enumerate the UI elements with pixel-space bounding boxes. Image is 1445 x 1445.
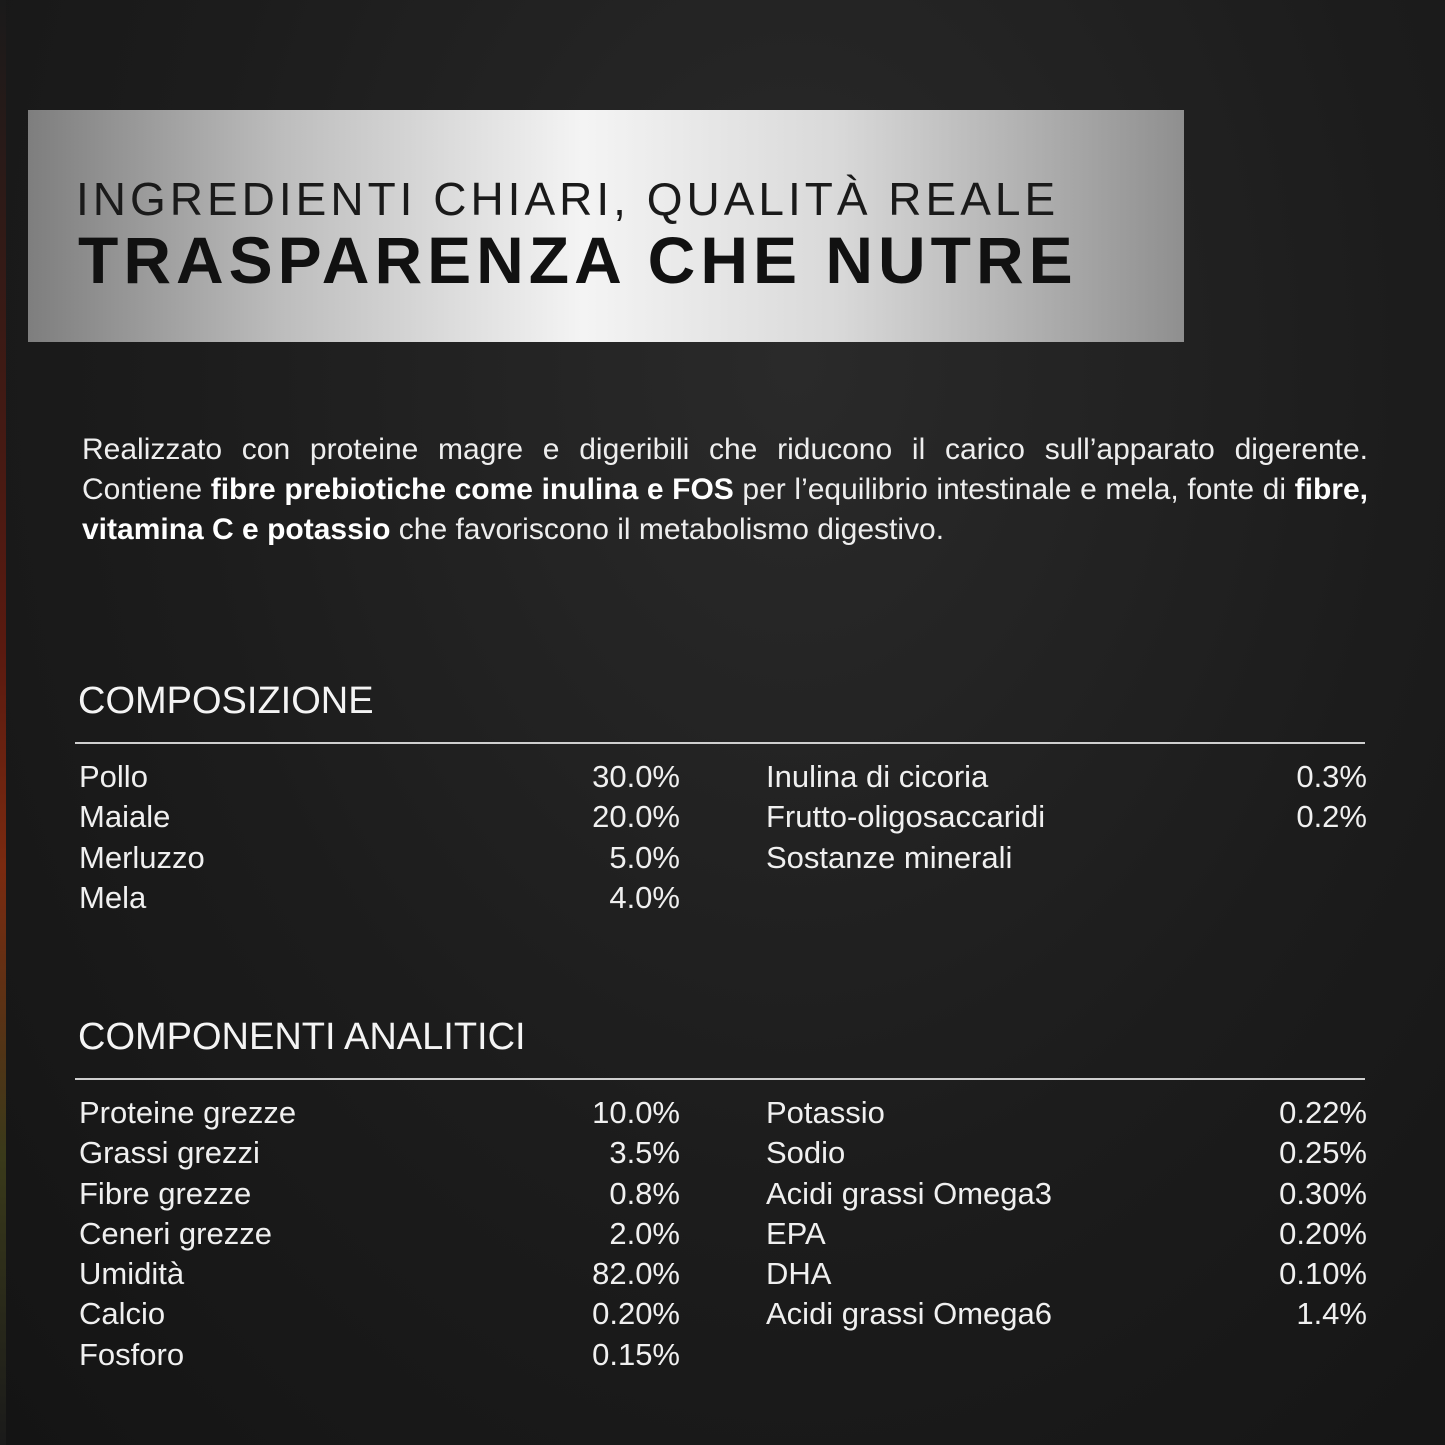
list-item [766,797,1367,837]
component-name: Calcio [79,1296,166,1332]
list-item [79,797,680,837]
list-item [79,757,680,797]
component-name: Acidi grassi Omega6 [766,1296,1053,1332]
component-name: Grassi grezzi [79,1135,260,1171]
analytical-title: COMPONENTI ANALITICI [78,1016,526,1058]
list-item [766,1254,1367,1294]
component-value: 0.22% [1279,1095,1367,1130]
list-item [79,838,680,878]
component-name: DHA [766,1256,832,1292]
component-name: EPA [766,1215,826,1251]
component-value: 3.5% [609,1135,680,1171]
list-item [79,1294,680,1334]
component-name: Fibre grezze [79,1175,252,1211]
analytical-divider [75,1078,1365,1080]
ingredient-name: Maiale [79,799,171,835]
ingredient-name: Merluzzo [79,839,205,875]
ingredient-value: 5.0% [609,839,680,875]
list-item [79,1133,680,1173]
component-value: 0.25% [1279,1135,1367,1171]
list-item [79,1254,680,1294]
composition-left-list [79,757,680,918]
component-value: 10.0% [592,1095,680,1130]
component-name: Acidi grassi Omega3 [766,1175,1053,1211]
component-value: 2.0% [609,1215,680,1251]
intro-bold-1: fibre prebiotiche come inulina e FOS [210,473,734,506]
intro-text-1: Realizzato con proteine magre e digeribili che riducono il carico sull’apparato digerente. Contiene [82,433,1368,506]
list-item [79,878,680,918]
left-edge-accent [0,0,6,1445]
component-name: Umidità [79,1256,185,1292]
ingredient-value: 20.0% [592,799,680,835]
composition-divider [75,742,1365,744]
component-value: 0.8% [609,1175,680,1211]
component-value: 0.15% [592,1336,680,1372]
component-value: 0.20% [1279,1215,1367,1251]
component-value: 82.0% [592,1256,680,1292]
intro-bold-2: fibre, vitamina C e potassio [82,473,1368,546]
intro-paragraph [82,430,1368,550]
list-item [766,838,1367,878]
component-value: 0.20% [592,1296,680,1332]
header-banner [28,110,1184,342]
composition-title: COMPOSIZIONE [78,680,374,722]
list-item [79,1214,680,1254]
component-name: Sodio [766,1135,846,1171]
list-item [79,1174,680,1214]
ingredient-name: Inulina di cicoria [766,759,989,794]
component-value: 0.10% [1279,1256,1367,1292]
ingredient-value: 4.0% [609,879,680,915]
analytical-left-list [79,1093,680,1375]
list-item [766,1133,1367,1173]
intro-text-2: per l’equilibrio intestinale e mela, fonte di [733,473,1295,506]
ingredient-value: 30.0% [592,759,680,794]
ingredient-name: Pollo [79,759,148,794]
banner-title: TRASPARENZA CHE NUTRE [78,223,1078,297]
component-value: 1.4% [1296,1296,1367,1332]
list-item [766,1093,1367,1133]
list-item [79,1093,680,1133]
composition-right-list [766,757,1367,878]
component-name: Potassio [766,1095,885,1130]
list-item [79,1335,680,1375]
list-item [766,757,1367,797]
ingredient-name: Sostanze minerali [766,839,1013,875]
ingredient-name: Frutto-oligosaccaridi [766,799,1046,835]
ingredient-value: 0.2% [1296,799,1367,835]
banner-subtitle: INGREDIENTI CHIARI, QUALITÀ REALE [76,173,1060,225]
intro-text-3: che favoriscono il metabolismo digestivo. [390,513,945,546]
ingredient-value: 0.3% [1296,759,1367,794]
component-name: Proteine grezze [79,1095,297,1130]
ingredient-name: Mela [79,879,147,915]
component-value: 0.30% [1279,1175,1367,1211]
list-item [766,1214,1367,1254]
list-item [766,1294,1367,1334]
list-item [766,1174,1367,1214]
analytical-right-list [766,1093,1367,1335]
component-name: Ceneri grezze [79,1215,272,1251]
component-name: Fosforo [79,1336,185,1372]
